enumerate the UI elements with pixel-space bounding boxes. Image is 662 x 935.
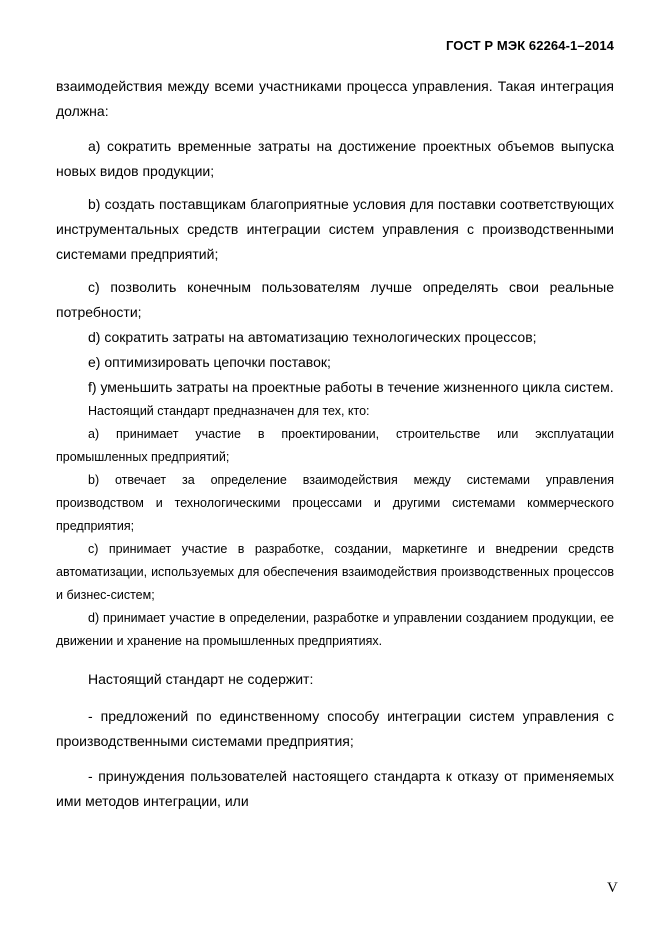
exclusions-intro: Настоящий стандарт не содержит:	[88, 671, 314, 687]
goal-item-a: a) сократить временные затраты на достижение проектных объемов выпуска новых видов продукции;	[56, 138, 614, 179]
goal-item-b: b) создать поставщикам благоприятные условия для поставки соответствующих инструментальных средств интеграции систем управления с производственными системами предприятий;	[56, 196, 614, 262]
exclusion-item-2: - принуждения пользователей настоящего стандарта к отказу от применяемых ими методов интеграции, или	[56, 768, 614, 809]
audience-item-c: c) принимает участие в разработке, создании, маркетинге и внедрении средств автоматизации, используемых для обеспечения взаимодействия производственных процессов и бизнес-систем;	[56, 542, 614, 602]
document-code-header: ГОСТ Р МЭК 62264-1–2014	[446, 38, 614, 53]
goal-item-d: d) сократить затраты на автоматизацию технологических процессов;	[88, 329, 537, 345]
intro-paragraph: взаимодействия между всеми участниками процесса управления. Такая интеграция должна:	[56, 78, 614, 119]
audience-item-d: d) принимает участие в определении, разработке и управлении созданием продукции, ее движении и хранение на промышленных предприятиях.	[56, 611, 614, 648]
goal-item-f: f) уменьшить затраты на проектные работы в течение жизненного цикла систем.	[88, 379, 614, 395]
exclusion-item-1: - предложений по единственному способу интеграции систем управления с производственными системами предприятия;	[56, 708, 614, 749]
audience-intro: Настоящий стандарт предназначен для тех, кто:	[88, 404, 370, 418]
audience-item-b: b) отвечает за определение взаимодействия между системами управления производством и технологическими процессами и другими системами коммерческого предприятия;	[56, 473, 614, 533]
audience-item-a: a) принимает участие в проектировании, строительстве или эксплуатации промышленных предприятий;	[56, 427, 614, 464]
page-body	[56, 74, 614, 814]
goal-item-e: e) оптимизировать цепочки поставок;	[88, 354, 331, 370]
goal-item-c: c) позволить конечным пользователям лучше определять свои реальные потребности;	[56, 279, 614, 320]
page-number: V	[607, 880, 618, 896]
